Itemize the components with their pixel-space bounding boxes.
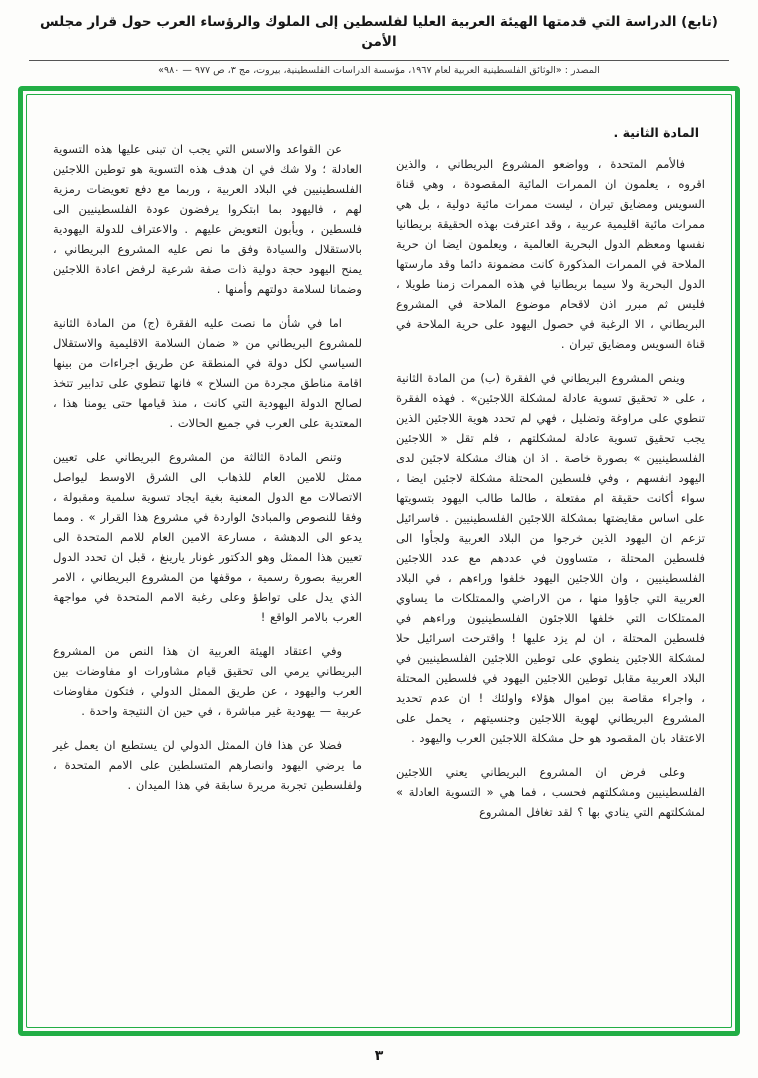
page-header: [0, 0, 758, 82]
paragraph: اما في شأن ما نصت عليه الفقرة (ج) من المادة الثانية للمشروع البريطاني من « ضمان السلامة الاقليمية والاستقلال السياسي لكل دولة في المنطقة عن طريق اجراءات من بينها اقامة مناطق مجردة من السلاح » فانها تنطوي على تدابير تتخذ لصالح الدولة اليهودية التي كانت ، منذ قيامها حتى يومنا هذا ، المعتدية على العرب في جميع الحالات .: [53, 316, 362, 430]
content-frame: [18, 86, 740, 1036]
header-title: (تابع) الدراسة التي قدمتها الهيئة العربية العليا لفلسطين إلى الملوك والرؤساء العرب حول قرار مجلس الأمن: [40, 14, 718, 51]
paragraph: فضلا عن هذا فان الممثل الدولي لن يستطيع ان يعمل غير ما يرضي اليهود وانصارهم المتسلطين على الامم المتحدة ، ولفلسطين تجربة مريرة سابقة في هذا الميدان .: [53, 738, 362, 792]
paragraph: وتنص المادة الثالثة من المشروع البريطاني على تعيين ممثل للامين العام للذهاب الى الشرق الاوسط ليواصل الاتصالات مع الدول المعنية بغية ايجاد تسوية سلمية ومقبولة ، وفقا للنصوص والمبادئ الواردة في مشروع هذا القرار » . ومما يدعو الى الدهشة ، مسارعة الامين العام للامم المتحدة الى تعيين هذا الممثل وهو الدكتور غونار يارينغ ، قبل ان تحدد الدول العربية بصورة رسمية ، موقفها من المشروع البريطاني ، الامر الذي يدل على تواطؤ وعلى رغبة الامم المتحدة في مواجهة العرب بالامر الواقع !: [53, 450, 362, 624]
paragraph: وعلى فرض ان المشروع البريطاني يعني اللاجئين الفلسطينيين ومشكلتهم فحسب ، فما هي « التسوية العادلة » لمشكلتهم التي ينادي بها ؟ لقد تغافل المشروع: [396, 765, 705, 819]
section-heading: المادة الثانية .: [613, 125, 699, 140]
paragraph: عن القواعد والاسس التي يجب ان تبنى عليها هذه التسوية العادلة ؛ ولا شك في ان هدف هذه التسوية هو توطين اللاجئين الفلسطينيين في البلاد العربية ، وربما مع دفع تعويضات رمزية لهم ، فاليهود بما ابتكروا يرفضون عودة الفلسطينيين الى فلسطين ، ويأبون التعويض عليهم . والاعتراف للدولة اليهودية بالاستقلال والسيادة وفق ما نص عليه المشروع البريطاني ، يمنح اليهود حجة دولية ذات صفة شرعية لرفض اعادة اللاجئين وضمانا لسلامة دولتهم وأمنها .: [53, 142, 362, 296]
text-columns: [53, 125, 705, 1017]
source-line: المصدر : «الوثائق الفلسطينية العربية لعام ١٩٦٧، مؤسسة الدراسات الفلسطينية، بيروت، مج ٣، ص ٩٧٧ — ٩٨٠»: [158, 64, 600, 76]
page-number: ٣: [374, 1048, 384, 1064]
header-divider: [29, 59, 729, 61]
paragraph: وفي اعتقاد الهيئة العربية ان هذا النص من المشروع البريطاني يرمي الى تحقيق قيام مشاورات او مفاوضات بين العرب واليهود ، عن طريق الممثل الدولي ، فتكون مفاوضات عربية — يهودية غير مباشرة ، في حين ان النتيجة واحدة .: [53, 644, 362, 718]
left-column: [53, 125, 362, 1017]
paragraph: فالأمم المتحدة ، وواضعو المشروع البريطاني ، والذين اقروه ، يعلمون ان الممرات المائية المقصودة ، وهي قناة السويس ومضايق تيران ، ليست ممرات مائية دولية ، بل هي ممرات مائية اقليمية عربية ، وقد اعترفت بهذه الحقيقة بريطانيا نفسها ومعظم الدول البحرية العالمية ، ويعلمون ايضا ان حرية الملاحة في الممرات المذكورة كانت مضمونة دائما وقد مارستها الدول البحرية ولا سيما بريطانيا في هذه الممرات زمنا طويلا ، فليس ثم مبرر اذن لاقحام موضوع الملاحة في المشروع البريطاني ، الا الرغبة في حصول اليهود على حرية الملاحة في قناة السويس ومضايق تيران .: [396, 157, 705, 351]
right-column: [396, 125, 705, 1017]
content-frame-inner: [26, 94, 732, 1028]
paragraph: وينص المشروع البريطاني في الفقرة (ب) من المادة الثانية ، على « تحقيق تسوية عادلة لمشكلة اللاجئين» . فهذه الفقرة تنطوي على مراوغة وتضليل ، فهي لم تحدد هوية اللاجئين الذين يجب تحقيق تسوية عادلة لمشكلتهم ، فلم تقل « اللاجئين الفلسطينيين » بصورة خاصة . اذ ان هناك مشكلة لاجئين لدى اليهود انفسهم ، وفي فلسطين المحتلة مشكلة لاجئين ايضا ، سواء أكانت حقيقة ام مفتعلة ، طالما طالب اليهود بتسويتها على اساس مقايضتها بمشكلة اللاجئين الفلسطينيين . فاسرائيل تزعم ان اليهود الذين خرجوا من البلاد العربية ولجأوا الى فلسطين المحتلة ، متساوون في عددهم مع عدد اللاجئين الفلسطينيين ، وان اللاجئين اليهود خلفوا وراءهم ، في البلاد العربية التي جاؤوا منها ، من الاراضي والممتلكات ما يساوي الممتلكات التي خلفها اللاجئون الفلسطينيون وراءهم في فلسطين المحتلة ، ان لم يزد عليها ! واقترحت اسرائيل حلا لمشكلة اللاجئين ينطوي على توطين اللاجئين الفلسطينيين في البلاد العربية مقابل توطين اللاجئين اليهود في فلسطين المحتلة ، واجراء مقاصة بين اموال هؤلاء واولئك ! ان عدم تحديد المشروع البريطاني لهوية اللاجئين وجنسيتهم ، يحمل على الاعتقاد بان المقصود هو حل مشكلة اللاجئين العرب واليهود .: [396, 371, 705, 745]
